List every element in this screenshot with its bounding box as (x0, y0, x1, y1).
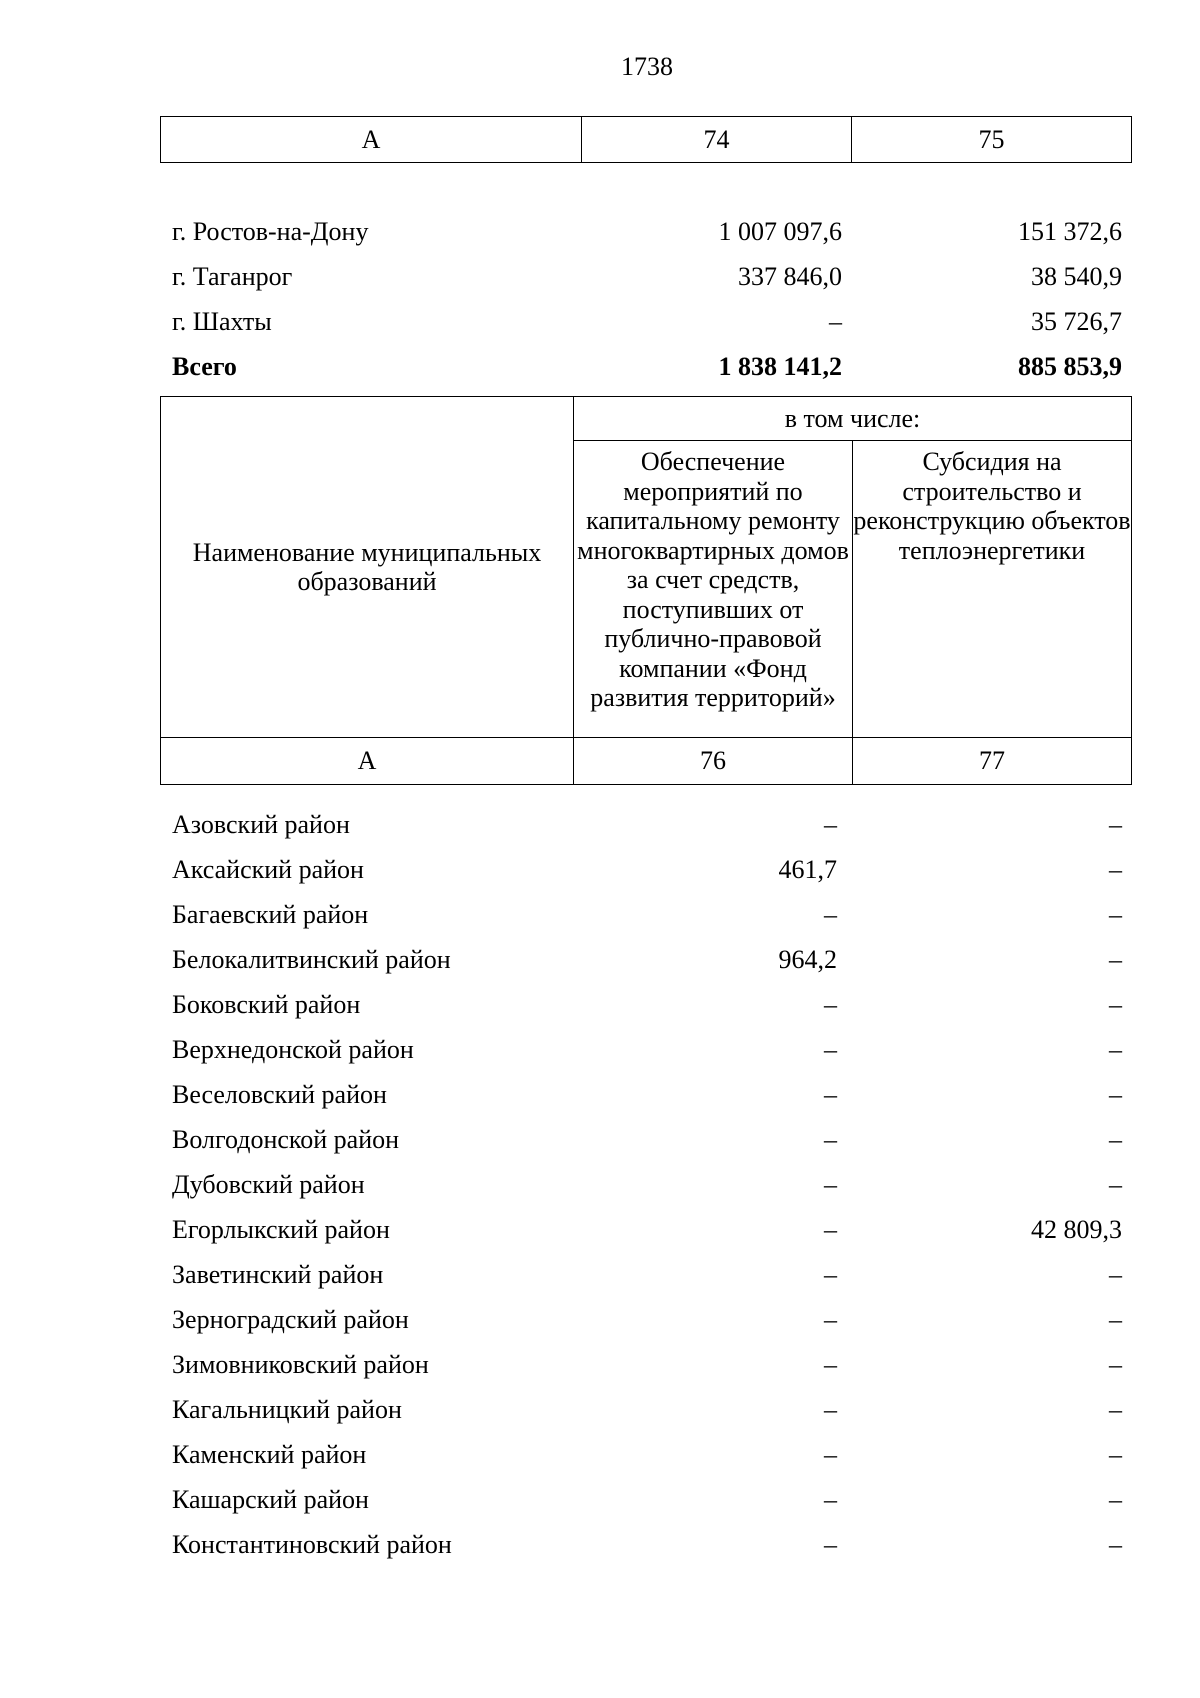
column-header-table-main (160, 396, 1132, 785)
row-value-76: – (824, 810, 837, 839)
row-name: Белокалитвинский район (172, 945, 451, 974)
header-col-75: 75 (852, 117, 1132, 163)
row-name: Константиновский район (172, 1530, 452, 1559)
row-value-76: – (824, 1350, 837, 1379)
row-value-77: – (1109, 1440, 1122, 1469)
column-header-table-top (160, 116, 1132, 163)
row-value-76: – (824, 1215, 837, 1244)
row-name: Верхнедонской район (172, 1035, 414, 1064)
row-value-77: – (1109, 900, 1122, 929)
header-col-77-title: Субсидия на строительство и реконструкцию объектов теплоэнергетики (853, 441, 1132, 738)
row-value-75: 151 372,6 (1018, 217, 1122, 246)
header-col-76-title: Обеспечение мероприятий по капитальному ремонту многоквартирных домов за счет средств, поступивших от публично-правовой компании «Фонд развития территорий» (574, 441, 853, 738)
bottom-data-rows (172, 802, 1122, 1567)
row-value-77: – (1109, 1530, 1122, 1559)
table-row (172, 1252, 1122, 1297)
row-value-76: – (824, 1305, 837, 1334)
row-value-77: – (1109, 945, 1122, 974)
row-value-75: 885 853,9 (1018, 352, 1122, 381)
total-row (172, 344, 1122, 389)
row-name: Егорлыкский район (172, 1215, 390, 1244)
table-row (172, 937, 1122, 982)
row-value-75: 38 540,9 (1031, 262, 1122, 291)
row-value-76: – (824, 1485, 837, 1514)
header-code-76: 76 (574, 738, 853, 785)
row-value-74: 1 838 141,2 (718, 352, 842, 381)
table-row (172, 209, 1122, 254)
table-row (172, 1117, 1122, 1162)
table-row (172, 1522, 1122, 1567)
row-name: Кагальницкий район (172, 1395, 402, 1424)
row-value-74: – (829, 307, 842, 336)
row-name: Багаевский район (172, 900, 369, 929)
row-value-76: – (824, 1170, 837, 1199)
row-name: г. Таганрог (172, 262, 293, 291)
top-data-rows (172, 209, 1122, 389)
row-name: Зерноградский район (172, 1305, 409, 1334)
row-value-76: – (824, 1035, 837, 1064)
table-row (172, 1387, 1122, 1432)
table-row (172, 1342, 1122, 1387)
row-value-77: – (1109, 1125, 1122, 1154)
row-name: Зимовниковский район (172, 1350, 429, 1379)
row-name: Аксайский район (172, 855, 364, 884)
row-value-76: 461,7 (778, 855, 837, 884)
row-value-76: 964,2 (778, 945, 837, 974)
row-value-77: – (1109, 1395, 1122, 1424)
row-name: г. Шахты (172, 307, 272, 336)
table-row (172, 892, 1122, 937)
table-row (172, 1072, 1122, 1117)
table-row (172, 1297, 1122, 1342)
row-value-76: – (824, 990, 837, 1019)
row-value-77: – (1109, 855, 1122, 884)
row-value-76: – (824, 1125, 837, 1154)
row-value-76: – (824, 1440, 837, 1469)
row-value-77: – (1109, 1485, 1122, 1514)
row-value-76: – (824, 900, 837, 929)
table-row (172, 1432, 1122, 1477)
row-value-77: – (1109, 810, 1122, 839)
row-value-77: – (1109, 1350, 1122, 1379)
header-code-77: 77 (853, 738, 1132, 785)
row-value-77: – (1109, 1035, 1122, 1064)
row-value-76: – (824, 1080, 837, 1109)
row-name: Дубовский район (172, 1170, 365, 1199)
table-row (172, 1027, 1122, 1072)
row-value-77: – (1109, 1260, 1122, 1289)
row-name: Азовский район (172, 810, 350, 839)
row-value-77: – (1109, 1170, 1122, 1199)
table-row (172, 299, 1122, 344)
header-col-a: А (161, 117, 582, 163)
row-value-75: 35 726,7 (1031, 307, 1122, 336)
row-name: Веселовский район (172, 1080, 387, 1109)
table-row (172, 1477, 1122, 1522)
row-name: Заветинский район (172, 1260, 384, 1289)
header-name-column: Наименование муниципальных образований (161, 397, 574, 738)
table-row (172, 254, 1122, 299)
table-row (172, 847, 1122, 892)
row-value-77: – (1109, 990, 1122, 1019)
row-value-77: – (1109, 1080, 1122, 1109)
table-row (172, 802, 1122, 847)
row-name: Всего (172, 352, 237, 381)
row-name: г. Ростов-на-Дону (172, 217, 369, 246)
row-name: Боковский район (172, 990, 361, 1019)
table-row (172, 1162, 1122, 1207)
header-col-74: 74 (582, 117, 852, 163)
table-row (172, 982, 1122, 1027)
row-value-76: – (824, 1260, 837, 1289)
row-value-77: – (1109, 1305, 1122, 1334)
row-value-74: 1 007 097,6 (718, 217, 842, 246)
row-name: Каменский район (172, 1440, 367, 1469)
row-value-77: 42 809,3 (1031, 1215, 1122, 1244)
row-name: Волгодонской район (172, 1125, 400, 1154)
header-code-a: А (161, 738, 574, 785)
row-value-76: – (824, 1530, 837, 1559)
page-number: 1738 (621, 52, 673, 81)
row-name: Кашарский район (172, 1485, 369, 1514)
table-row (172, 1207, 1122, 1252)
row-value-74: 337 846,0 (738, 262, 842, 291)
header-including: в том числе: (574, 397, 1132, 441)
row-value-76: – (824, 1395, 837, 1424)
